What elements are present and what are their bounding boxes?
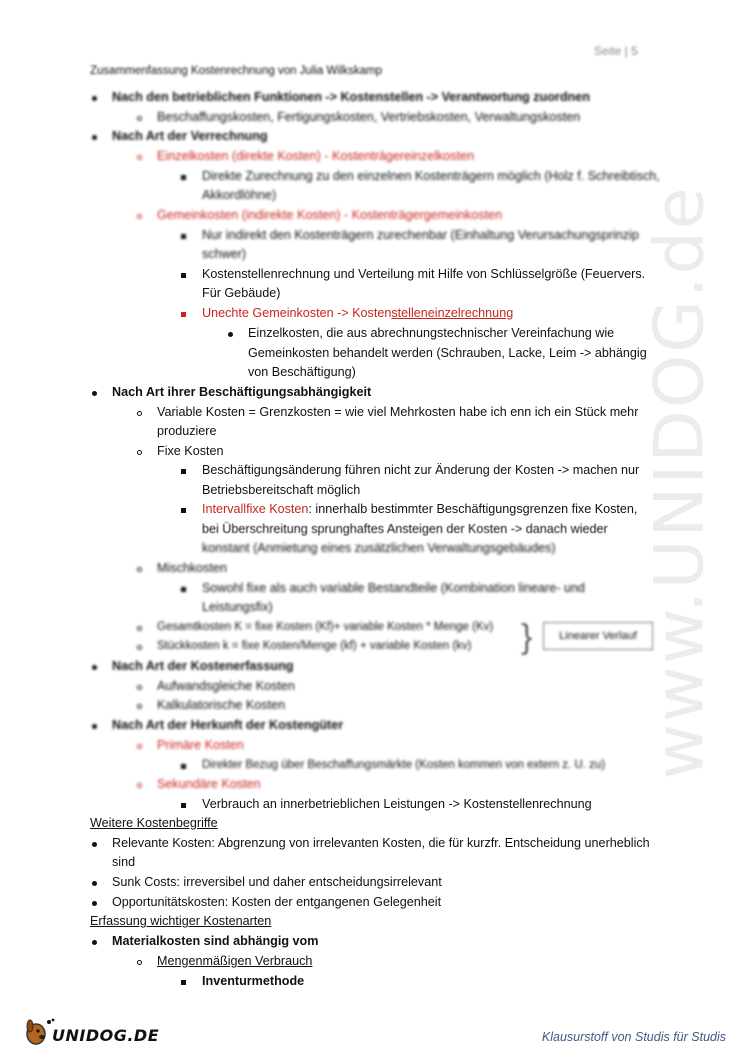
list-item: schwer) xyxy=(202,247,247,261)
list-item: Akkordlöhne) xyxy=(202,188,277,202)
list-item: Nur indirekt den Kostenträgern zurechenbar (Einhaltung Verursachungsprinzip xyxy=(202,228,639,242)
list-item: Gemeinkosten (indirekte Kosten) - Kostenträgergemeinkosten xyxy=(157,208,503,222)
list-item xyxy=(202,304,513,324)
list-item: Gesamtkosten K = fixe Kosten (Kf)+ variable Kosten * Menge (Kv) xyxy=(157,621,494,633)
list-item: konstant (Anmietung eines zusätzlichen Verwaltungsgebäudes) xyxy=(202,541,556,555)
bullet xyxy=(137,214,142,219)
bullet xyxy=(181,273,186,278)
list-item: Direkter Bezug über Beschaffungsmärkte (Kosten kommen von extern z. U. zu) xyxy=(202,759,606,771)
bullet xyxy=(92,940,97,945)
bullet xyxy=(137,116,142,121)
text-segment: : innerhalb bestimmter Beschäftigungsgrenzen fixe Kosten, xyxy=(308,502,638,516)
bullet xyxy=(137,645,142,650)
bullet xyxy=(137,960,142,965)
logo-text: UNIDOG.DE xyxy=(52,1026,160,1045)
bullet xyxy=(137,744,142,749)
bullet xyxy=(181,803,186,808)
list-item: Einzelkosten (direkte Kosten) - Kostenträgereinzelkosten xyxy=(157,149,475,163)
list-item: Nach Art der Verrechnung xyxy=(112,129,268,143)
bullet xyxy=(92,901,97,906)
list-item xyxy=(202,500,637,520)
bullet xyxy=(181,234,186,239)
list-item: Sowohl fixe als auch variable Bestandteile (Kombination lineare- und xyxy=(202,581,585,595)
list-item: Inventurmethode xyxy=(202,974,305,988)
list-item: Mischkosten xyxy=(157,561,227,575)
list-item: Kostenstellenrechnung und Verteilung mit Hilfe von Schlüsselgröße (Feuervers. xyxy=(202,267,646,281)
bullet xyxy=(137,567,142,572)
text-segment: Unechte Gemeinkosten -> Kosten xyxy=(202,306,392,320)
bullet xyxy=(92,842,97,847)
list-item: Nach Art ihrer Beschäftigungsabhängigkeit xyxy=(112,385,372,399)
bullet xyxy=(137,411,142,416)
list-item: Gemeinkosten behandelt werden (Schrauben, Lacke, Leim -> abhängig xyxy=(248,346,647,360)
list-item: von Beschäftigung) xyxy=(248,365,356,379)
bullet xyxy=(181,469,186,474)
list-item: Opportunitätskosten: Kosten der entgangenen Gelegenheit xyxy=(112,895,442,909)
list-item: Verbrauch an innerbetrieblichen Leistungen -> Kostenstellenrechnung xyxy=(202,797,592,811)
document-subtitle: Zusammenfassung Kostenrechnung von Julia Wilkskamp xyxy=(90,65,383,77)
brace-icon: } xyxy=(521,618,533,656)
list-item: sind xyxy=(112,855,136,869)
bullet xyxy=(181,312,186,317)
bullet xyxy=(181,175,186,180)
list-item: Variable Kosten = Grenzkosten = wie viel Mehrkosten habe ich enn ich ein Stück mehr xyxy=(157,405,639,419)
bullet xyxy=(137,685,142,690)
list-item: Primäre Kosten xyxy=(157,738,244,752)
list-item: Stückkosten k = fixe Kosten/Menge (kf) + variable Kosten (kv) xyxy=(157,640,472,652)
list-item: bei Überschreitung sprunghaftes Ansteigen der Kosten -> danach wieder xyxy=(202,522,608,536)
bullet xyxy=(92,881,97,886)
list-item: produziere xyxy=(157,424,217,438)
linear-course-box: Linearer Verlauf xyxy=(543,622,653,650)
page-number: Seite | 5 xyxy=(594,44,638,58)
list-item: Beschäftigungsänderung führen nicht zur Änderung der Kosten -> machen nur xyxy=(202,463,640,477)
bullet xyxy=(137,704,142,709)
section-heading: Erfassung wichtiger Kostenarten xyxy=(90,914,272,928)
bullet xyxy=(137,155,142,160)
bullet xyxy=(137,626,142,631)
text-segment: Intervallfixe Kosten xyxy=(202,502,309,516)
watermark: www.UNIDOG.de xyxy=(640,185,720,780)
bullet xyxy=(181,587,186,592)
list-item: Direkte Zurechnung zu den einzelnen Kostenträgern möglich (Holz f. Schreibtisch, xyxy=(202,169,660,183)
unidog-logo xyxy=(22,1014,162,1050)
list-item: Sunk Costs: irreversibel und daher entscheidungsirrelevant xyxy=(112,875,442,889)
list-item: Fixe Kosten xyxy=(157,444,224,458)
list-item: Betriebsbereitschaft möglich xyxy=(202,483,361,497)
bullet xyxy=(92,665,97,670)
bullet xyxy=(92,96,97,101)
bullet xyxy=(181,508,186,513)
section-heading: Weitere Kostenbegriffe xyxy=(90,816,218,830)
bullet xyxy=(92,135,97,140)
list-item: Aufwandsgleiche Kosten xyxy=(157,679,295,693)
list-item: Leistungsfix) xyxy=(202,600,273,614)
list-item: Relevante Kosten: Abgrenzung von irrelevanten Kosten, die für kurzfr. Entscheidung unerheblich xyxy=(112,836,650,850)
list-item: Nach Art der Herkunft der Kostengüter xyxy=(112,718,344,732)
bullet xyxy=(228,332,233,337)
bullet xyxy=(137,450,142,455)
footer-tagline: Klausurstoff von Studis für Studis xyxy=(541,1030,726,1044)
list-item: Kalkulatorische Kosten xyxy=(157,698,286,712)
bullet xyxy=(181,764,186,769)
list-item: Sekundäre Kosten xyxy=(157,777,261,791)
list-item: Materialkosten sind abhängig vom xyxy=(112,934,319,948)
bullet xyxy=(92,724,97,729)
list-item: Einzelkosten, die aus abrechnungstechnischer Vereinfachung wie xyxy=(248,326,615,340)
list-item: Nach Art der Kostenerfassung xyxy=(112,659,294,673)
bullet xyxy=(92,391,97,396)
list-item: Für Gebäude) xyxy=(202,286,281,300)
list-item: Beschaffungskosten, Fertigungskosten, Vertriebskosten, Verwaltungskosten xyxy=(157,110,581,124)
list-item: Mengenmäßigen Verbrauch xyxy=(157,954,313,968)
list-item: Nach den betrieblichen Funktionen -> Kostenstellen -> Verantwortung zuordnen xyxy=(112,90,590,104)
bullet xyxy=(137,783,142,788)
text-segment: stelleneinzelrechnung xyxy=(391,306,514,320)
bullet xyxy=(181,980,186,985)
